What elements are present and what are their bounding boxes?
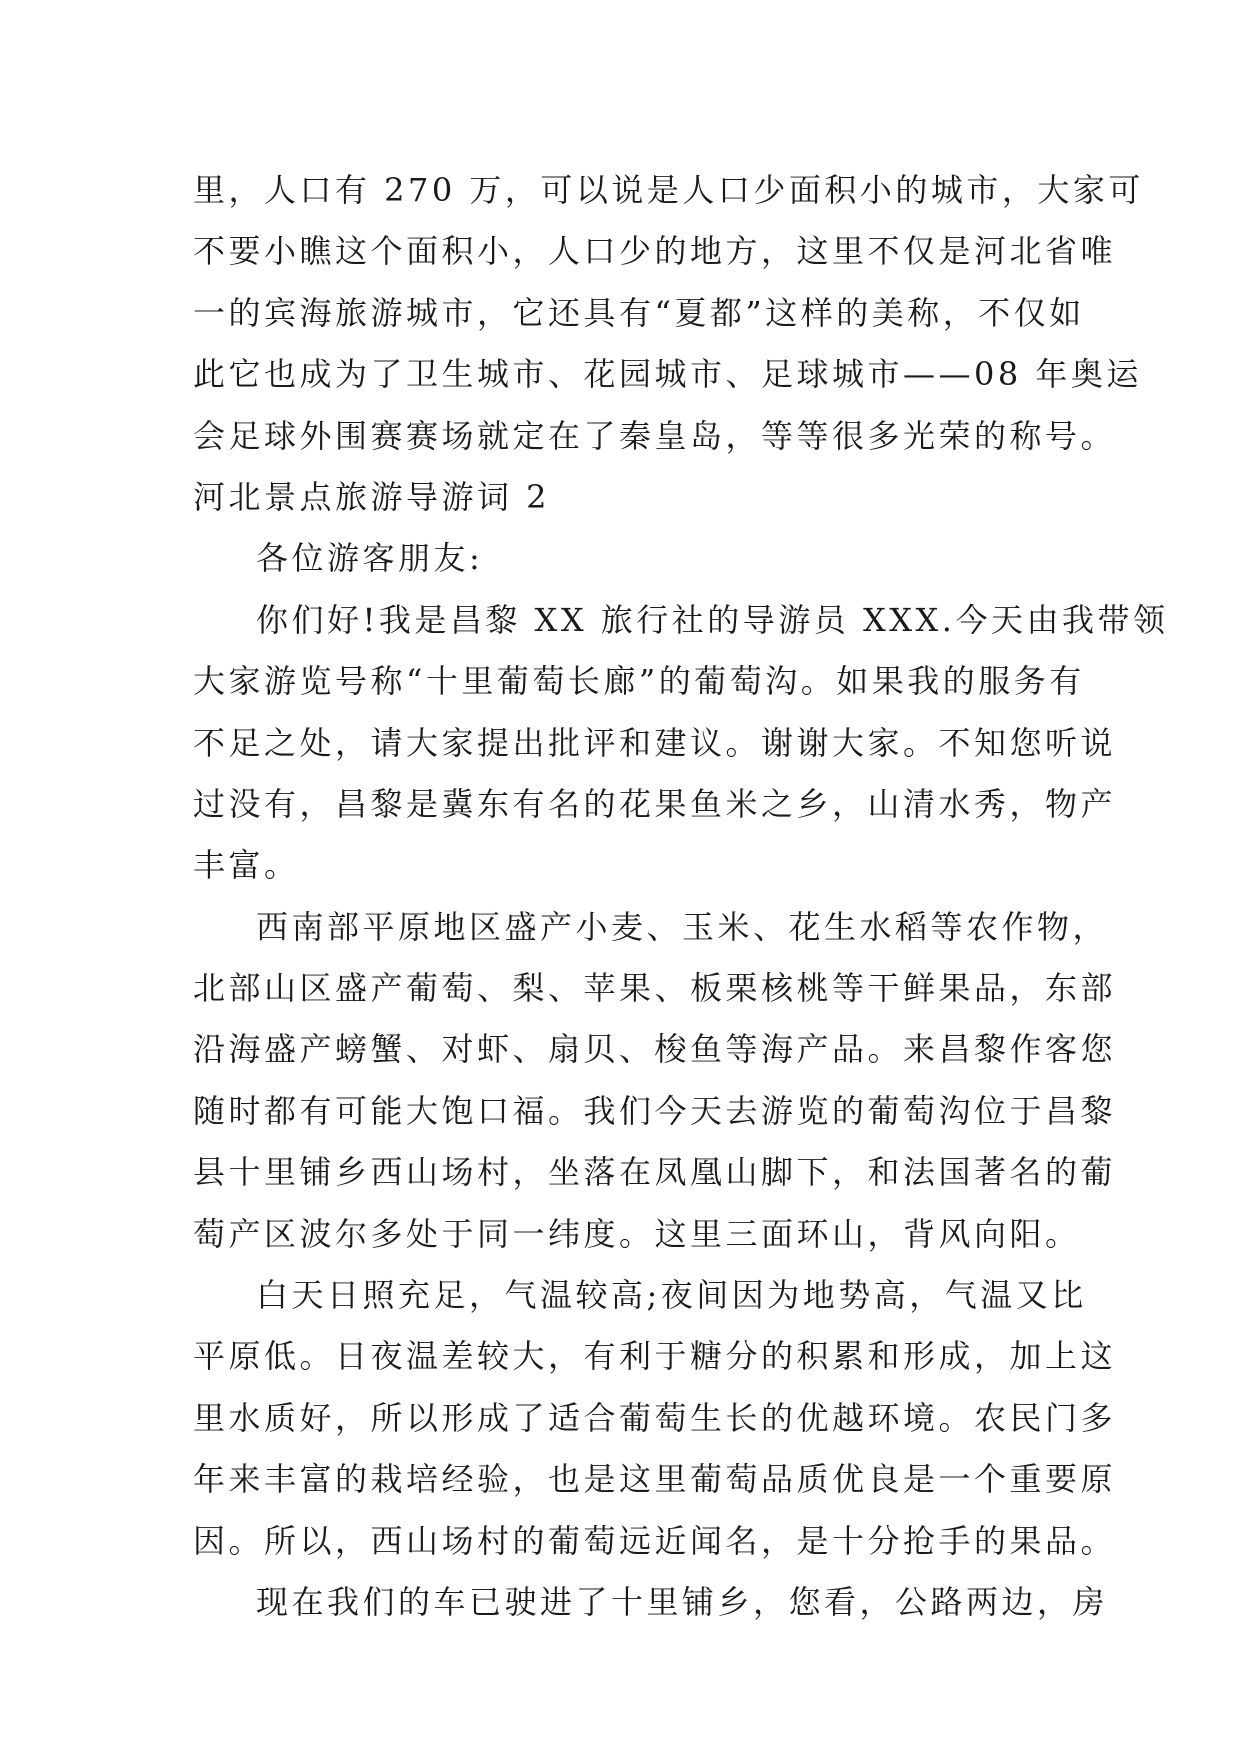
text-line: 此它也成为了卫生城市、花园城市、足球城市——08 年奥运 [193,355,1142,394]
text-line: 不要小瞧这个面积小，人口少的地方，这里不仅是河北省唯 [193,232,1117,271]
text-line: 里，人口有 270 万，可以说是人口少面积小的城市，大家可 [193,171,1144,209]
text-line: 萄产区波尔多处于同一纬度。这里三面环山，背风向阳。 [193,1214,1081,1253]
text-line: 里水质好，所以形成了适合葡萄生长的优越环境。农民门多 [193,1398,1117,1437]
text-line: 因。所以，西山场村的葡萄远近闻名，是十分抢手的果品。 [193,1521,1117,1560]
section-heading: 河北景点旅游导游词 2 [193,477,551,516]
text-line: 一的宾海旅游城市，它还具有“夏都”这样的美称，不仅如 [193,293,1085,332]
text-line: 大家游览号称“十里葡萄长廊”的葡萄沟。如果我的服务有 [193,662,1085,701]
greeting-line: 各位游客朋友: [256,539,484,578]
text-line: 过没有，昌黎是冀东有名的花果鱼米之乡，山清水秀，物产 [193,784,1117,823]
paragraph-start-line: 你们好!我是昌黎 XX 旅行社的导游员 XXX.今天由我带领 [256,600,1169,639]
text-line: 丰富。 [193,846,300,885]
text-line: 随时都有可能大饱口福。我们今天去游览的葡萄沟位于昌黎 [193,1091,1117,1130]
document-body [193,160,1169,1633]
text-line: 北部山区盛产葡萄、梨、苹果、板栗核桃等干鲜果品，东部 [193,969,1117,1008]
text-line: 年来丰富的栽培经验，也是这里葡萄品质优良是一个重要原 [193,1460,1117,1499]
text-line: 不足之处，请大家提出批评和建议。谢谢大家。不知您听说 [193,723,1117,762]
paragraph-start-line: 西南部平原地区盛产小麦、玉米、花生水稻等农作物， [256,907,1109,946]
text-line: 沿海盛产螃蟹、对虾、扇贝、梭鱼等海产品。来昌黎作客您 [193,1030,1117,1069]
paragraph-start-line: 现在我们的车已驶进了十里铺乡，您看，公路两边，房 [256,1582,1109,1621]
paragraph-start-line: 白天日照充足，气温较高;夜间因为地势高，气温又比 [256,1276,1087,1315]
text-line: 县十里铺乡西山场村，坐落在凤凰山脚下，和法国著名的葡 [193,1153,1117,1192]
text-line: 会足球外围赛赛场就定在了秦皇岛，等等很多光荣的称号。 [193,416,1117,455]
text-line: 平原低。日夜温差较大，有利于糖分的积累和形成，加上这 [193,1337,1117,1376]
